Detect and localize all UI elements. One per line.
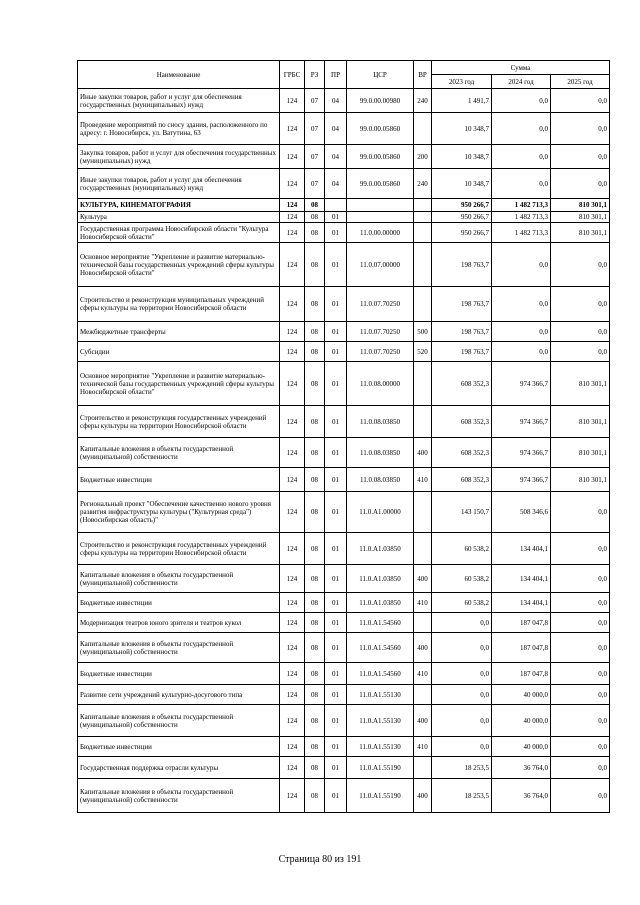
cell-rz: 08 bbox=[305, 757, 325, 779]
cell-vr: 520 bbox=[414, 342, 432, 362]
cell-csr: 11.0.07.70250 bbox=[347, 342, 414, 362]
cell-rz: 08 bbox=[305, 593, 325, 613]
cell-vr: 410 bbox=[414, 663, 432, 685]
cell-grbs: 124 bbox=[280, 685, 305, 705]
table-row bbox=[78, 685, 610, 705]
cell-2025: 0,0 bbox=[551, 533, 610, 565]
cell-rz: 08 bbox=[305, 322, 325, 342]
cell-2025: 0,0 bbox=[551, 705, 610, 737]
cell-vr bbox=[414, 223, 432, 243]
table-row bbox=[78, 633, 610, 663]
table-row bbox=[78, 705, 610, 737]
cell-grbs: 124 bbox=[280, 663, 305, 685]
cell-2024: 0,0 bbox=[492, 113, 551, 145]
cell-rz: 08 bbox=[305, 533, 325, 565]
cell-pr: 01 bbox=[325, 322, 347, 342]
cell-pr: 01 bbox=[325, 633, 347, 663]
col-header-sum: Сумма bbox=[432, 61, 610, 75]
cell-rz: 08 bbox=[305, 633, 325, 663]
cell-csr: 99.0.00.05860 bbox=[347, 113, 414, 145]
table-body bbox=[78, 89, 610, 813]
cell-2025: 0,0 bbox=[551, 633, 610, 663]
cell-name: Капитальные вложения в объекты государственной (муниципальной) собственности bbox=[78, 565, 280, 593]
col-header-rz: РЗ bbox=[305, 61, 325, 89]
cell-2024: 974 366,7 bbox=[492, 438, 551, 468]
cell-csr bbox=[347, 212, 414, 223]
cell-2025: 0,0 bbox=[551, 757, 610, 779]
table-row bbox=[78, 438, 610, 468]
cell-vr: 400 bbox=[414, 565, 432, 593]
cell-csr: 99.0.00.05860 bbox=[347, 145, 414, 169]
cell-pr: 01 bbox=[325, 406, 347, 438]
cell-pr: 01 bbox=[325, 362, 347, 406]
cell-2025: 810 301,1 bbox=[551, 199, 610, 212]
cell-csr: 11.0.A1.00000 bbox=[347, 492, 414, 533]
cell-2024: 974 366,7 bbox=[492, 406, 551, 438]
table-row bbox=[78, 663, 610, 685]
cell-pr: 04 bbox=[325, 169, 347, 199]
cell-csr: 99.0.00.05860 bbox=[347, 169, 414, 199]
cell-name: Государственная программа Новосибирской области "Культура Новосибирской области" bbox=[78, 223, 280, 243]
cell-pr: 01 bbox=[325, 705, 347, 737]
cell-csr: 11.0.07.70250 bbox=[347, 287, 414, 322]
table-row bbox=[78, 468, 610, 492]
cell-2023: 608 352,3 bbox=[432, 468, 492, 492]
cell-grbs: 124 bbox=[280, 705, 305, 737]
col-header-pr: ПР bbox=[325, 61, 347, 89]
cell-name: Бюджетные инвестиции bbox=[78, 737, 280, 757]
cell-vr: 240 bbox=[414, 169, 432, 199]
table-row bbox=[78, 757, 610, 779]
cell-2025: 0,0 bbox=[551, 685, 610, 705]
cell-grbs: 124 bbox=[280, 113, 305, 145]
cell-2023: 10 348,7 bbox=[432, 113, 492, 145]
cell-2024: 187 047,8 bbox=[492, 663, 551, 685]
table-row bbox=[78, 492, 610, 533]
cell-2025: 0,0 bbox=[551, 613, 610, 633]
cell-2024: 40 000,0 bbox=[492, 705, 551, 737]
cell-vr bbox=[414, 287, 432, 322]
table-row bbox=[78, 212, 610, 223]
cell-csr: 11.0.A1.54560 bbox=[347, 633, 414, 663]
cell-name: Государственная поддержка отрасли культуры bbox=[78, 757, 280, 779]
cell-vr: 400 bbox=[414, 705, 432, 737]
cell-pr: 01 bbox=[325, 565, 347, 593]
cell-pr: 01 bbox=[325, 779, 347, 813]
cell-rz: 07 bbox=[305, 113, 325, 145]
cell-2023: 60 538,2 bbox=[432, 533, 492, 565]
cell-grbs: 124 bbox=[280, 145, 305, 169]
cell-2023: 0,0 bbox=[432, 705, 492, 737]
cell-pr: 01 bbox=[325, 737, 347, 757]
cell-2024: 134 404,1 bbox=[492, 565, 551, 593]
budget-page bbox=[77, 60, 609, 813]
col-header-vr: ВР bbox=[414, 61, 432, 89]
cell-rz: 08 bbox=[305, 243, 325, 287]
cell-name: Капитальные вложения в объекты государственной (муниципальной) собственности bbox=[78, 633, 280, 663]
cell-2025: 0,0 bbox=[551, 89, 610, 113]
cell-pr: 01 bbox=[325, 243, 347, 287]
cell-2023: 198 763,7 bbox=[432, 287, 492, 322]
cell-2023: 10 348,7 bbox=[432, 145, 492, 169]
cell-grbs: 124 bbox=[280, 565, 305, 593]
cell-name: Капитальные вложения в объекты государственной (муниципальной) собственности bbox=[78, 438, 280, 468]
table-row bbox=[78, 322, 610, 342]
cell-2025: 810 301,1 bbox=[551, 212, 610, 223]
cell-vr bbox=[414, 757, 432, 779]
cell-rz: 08 bbox=[305, 223, 325, 243]
cell-vr bbox=[414, 362, 432, 406]
table-row bbox=[78, 342, 610, 362]
cell-csr: 11.0.A1.03850 bbox=[347, 533, 414, 565]
cell-2023: 0,0 bbox=[432, 613, 492, 633]
cell-2024: 0,0 bbox=[492, 169, 551, 199]
cell-name: Региональный проект "Обеспечение качественно нового уровня развития инфраструктуры культуры ("Культурная среда") (Новосибирская область)" bbox=[78, 492, 280, 533]
table-row bbox=[78, 779, 610, 813]
cell-name: КУЛЬТУРА, КИНЕМАТОГРАФИЯ bbox=[78, 199, 280, 212]
table-row bbox=[78, 533, 610, 565]
col-header-2024: 2024 год bbox=[492, 75, 551, 89]
cell-2024: 36 764,0 bbox=[492, 757, 551, 779]
cell-2023: 198 763,7 bbox=[432, 342, 492, 362]
cell-pr: 01 bbox=[325, 533, 347, 565]
cell-rz: 08 bbox=[305, 212, 325, 223]
cell-rz: 08 bbox=[305, 492, 325, 533]
col-header-csr: ЦСР bbox=[347, 61, 414, 89]
cell-name: Основное мероприятие "Укрепление и развитие материально-технической базы государственных учреждений сферы культуры Новосибирской области" bbox=[78, 362, 280, 406]
cell-csr: 11.0.07.70250 bbox=[347, 322, 414, 342]
cell-2025: 0,0 bbox=[551, 737, 610, 757]
cell-name: Культура bbox=[78, 212, 280, 223]
cell-2025: 810 301,1 bbox=[551, 223, 610, 243]
cell-vr bbox=[414, 685, 432, 705]
cell-rz: 07 bbox=[305, 89, 325, 113]
cell-vr: 410 bbox=[414, 468, 432, 492]
table-row bbox=[78, 737, 610, 757]
cell-2024: 1 482 713,3 bbox=[492, 199, 551, 212]
cell-csr: 11.0.08.00000 bbox=[347, 362, 414, 406]
cell-pr: 04 bbox=[325, 113, 347, 145]
cell-2023: 60 538,2 bbox=[432, 565, 492, 593]
cell-name: Проведение мероприятий по сносу здания, расположенного по адресу: г. Новосибирск, ул. Ватутина, 63 bbox=[78, 113, 280, 145]
cell-2025: 0,0 bbox=[551, 145, 610, 169]
cell-name: Иные закупки товаров, работ и услуг для обеспечения государственных (муниципальных) нужд bbox=[78, 169, 280, 199]
cell-vr bbox=[414, 492, 432, 533]
cell-grbs: 124 bbox=[280, 406, 305, 438]
cell-2024: 187 047,8 bbox=[492, 613, 551, 633]
cell-pr: 01 bbox=[325, 492, 347, 533]
cell-2024: 187 047,8 bbox=[492, 633, 551, 663]
cell-rz: 07 bbox=[305, 145, 325, 169]
cell-vr: 410 bbox=[414, 737, 432, 757]
cell-rz: 08 bbox=[305, 406, 325, 438]
cell-grbs: 124 bbox=[280, 533, 305, 565]
cell-rz: 08 bbox=[305, 468, 325, 492]
cell-grbs: 124 bbox=[280, 438, 305, 468]
cell-name: Субсидии bbox=[78, 342, 280, 362]
table-row bbox=[78, 362, 610, 406]
cell-2025: 0,0 bbox=[551, 663, 610, 685]
cell-csr: 99.0.00.00980 bbox=[347, 89, 414, 113]
cell-2025: 810 301,1 bbox=[551, 406, 610, 438]
cell-csr: 11.0.07.00000 bbox=[347, 243, 414, 287]
cell-2024: 0,0 bbox=[492, 342, 551, 362]
cell-2023: 950 266,7 bbox=[432, 223, 492, 243]
cell-2023: 1 491,7 bbox=[432, 89, 492, 113]
cell-csr: 11.0.A1.55130 bbox=[347, 685, 414, 705]
cell-2024: 0,0 bbox=[492, 145, 551, 169]
cell-name: Развитие сети учреждений культурно-досугового типа bbox=[78, 685, 280, 705]
cell-2024: 134 404,1 bbox=[492, 533, 551, 565]
cell-csr: 11.0.A1.55130 bbox=[347, 705, 414, 737]
table-row bbox=[78, 89, 610, 113]
cell-csr: 11.0.A1.54560 bbox=[347, 663, 414, 685]
cell-rz: 08 bbox=[305, 342, 325, 362]
cell-vr: 400 bbox=[414, 633, 432, 663]
cell-2025: 0,0 bbox=[551, 492, 610, 533]
cell-2023: 950 266,7 bbox=[432, 212, 492, 223]
cell-2024: 0,0 bbox=[492, 322, 551, 342]
cell-grbs: 124 bbox=[280, 223, 305, 243]
cell-2023: 10 348,7 bbox=[432, 169, 492, 199]
table-row bbox=[78, 243, 610, 287]
cell-2025: 0,0 bbox=[551, 287, 610, 322]
table-row bbox=[78, 613, 610, 633]
cell-pr: 01 bbox=[325, 223, 347, 243]
cell-2024: 974 366,7 bbox=[492, 468, 551, 492]
cell-vr bbox=[414, 406, 432, 438]
cell-2024: 974 366,7 bbox=[492, 362, 551, 406]
cell-grbs: 124 bbox=[280, 593, 305, 613]
cell-2025: 0,0 bbox=[551, 322, 610, 342]
cell-2023: 0,0 bbox=[432, 663, 492, 685]
cell-grbs: 124 bbox=[280, 287, 305, 322]
cell-grbs: 124 bbox=[280, 757, 305, 779]
cell-vr: 410 bbox=[414, 593, 432, 613]
cell-vr: 200 bbox=[414, 145, 432, 169]
cell-grbs: 124 bbox=[280, 322, 305, 342]
cell-2025: 0,0 bbox=[551, 113, 610, 145]
cell-pr: 04 bbox=[325, 89, 347, 113]
cell-pr: 01 bbox=[325, 287, 347, 322]
cell-vr bbox=[414, 613, 432, 633]
cell-pr: 01 bbox=[325, 663, 347, 685]
cell-csr: 11.0.A1.03850 bbox=[347, 593, 414, 613]
cell-rz: 08 bbox=[305, 705, 325, 737]
cell-2025: 0,0 bbox=[551, 169, 610, 199]
budget-table bbox=[77, 60, 610, 813]
table-row bbox=[78, 406, 610, 438]
cell-csr: 11.0.A1.03850 bbox=[347, 565, 414, 593]
cell-csr: 11.0.00.00000 bbox=[347, 223, 414, 243]
cell-pr: 01 bbox=[325, 757, 347, 779]
cell-grbs: 124 bbox=[280, 779, 305, 813]
cell-csr: 11.0.A1.54560 bbox=[347, 613, 414, 633]
cell-rz: 08 bbox=[305, 663, 325, 685]
cell-vr: 400 bbox=[414, 779, 432, 813]
cell-rz: 08 bbox=[305, 287, 325, 322]
cell-2024: 508 346,6 bbox=[492, 492, 551, 533]
cell-2024: 0,0 bbox=[492, 243, 551, 287]
cell-2024: 1 482 713,3 bbox=[492, 212, 551, 223]
cell-grbs: 124 bbox=[280, 468, 305, 492]
cell-grbs: 124 bbox=[280, 633, 305, 663]
cell-grbs: 124 bbox=[280, 199, 305, 212]
cell-rz: 08 bbox=[305, 685, 325, 705]
cell-2025: 0,0 bbox=[551, 342, 610, 362]
cell-2024: 0,0 bbox=[492, 89, 551, 113]
cell-2024: 40 000,0 bbox=[492, 685, 551, 705]
cell-rz: 08 bbox=[305, 613, 325, 633]
cell-pr bbox=[325, 199, 347, 212]
cell-grbs: 124 bbox=[280, 342, 305, 362]
cell-rz: 08 bbox=[305, 199, 325, 212]
cell-2023: 608 352,3 bbox=[432, 438, 492, 468]
cell-name: Модернизация театров юного зрителя и театров кукол bbox=[78, 613, 280, 633]
col-header-grbs: ГРБС bbox=[280, 61, 305, 89]
cell-2023: 198 763,7 bbox=[432, 322, 492, 342]
cell-2023: 18 253,5 bbox=[432, 757, 492, 779]
cell-vr bbox=[414, 243, 432, 287]
cell-grbs: 124 bbox=[280, 492, 305, 533]
cell-csr: 11.0.A1.55190 bbox=[347, 757, 414, 779]
cell-name: Строительство и реконструкция государственных учреждений сферы культуры на территории Новосибирской области bbox=[78, 406, 280, 438]
cell-name: Капитальные вложения в объекты государственной (муниципальной) собственности bbox=[78, 705, 280, 737]
cell-name: Строительство и реконструкция государственных учреждений сферы культуры на территории Новосибирской области bbox=[78, 533, 280, 565]
table-row bbox=[78, 199, 610, 212]
cell-name: Бюджетные инвестиции bbox=[78, 663, 280, 685]
cell-2024: 36 764,0 bbox=[492, 779, 551, 813]
cell-2023: 0,0 bbox=[432, 633, 492, 663]
cell-2023: 0,0 bbox=[432, 685, 492, 705]
table-row bbox=[78, 593, 610, 613]
cell-grbs: 124 bbox=[280, 362, 305, 406]
cell-2024: 40 000,0 bbox=[492, 737, 551, 757]
cell-rz: 08 bbox=[305, 737, 325, 757]
cell-2023: 608 352,3 bbox=[432, 406, 492, 438]
cell-2025: 0,0 bbox=[551, 565, 610, 593]
table-row bbox=[78, 565, 610, 593]
cell-2024: 134 404,1 bbox=[492, 593, 551, 613]
cell-vr bbox=[414, 199, 432, 212]
cell-2024: 0,0 bbox=[492, 287, 551, 322]
cell-pr: 01 bbox=[325, 342, 347, 362]
cell-csr: 11.0.08.03850 bbox=[347, 438, 414, 468]
cell-pr: 01 bbox=[325, 468, 347, 492]
col-header-2023: 2023 год bbox=[432, 75, 492, 89]
cell-name: Бюджетные инвестиции bbox=[78, 593, 280, 613]
cell-rz: 08 bbox=[305, 779, 325, 813]
cell-rz: 07 bbox=[305, 169, 325, 199]
cell-vr: 240 bbox=[414, 89, 432, 113]
page-number: Страница 80 из 191 bbox=[278, 854, 362, 865]
cell-grbs: 124 bbox=[280, 243, 305, 287]
table-row bbox=[78, 223, 610, 243]
cell-vr: 400 bbox=[414, 438, 432, 468]
cell-2023: 18 253,5 bbox=[432, 779, 492, 813]
table-row bbox=[78, 113, 610, 145]
cell-2023: 198 763,7 bbox=[432, 243, 492, 287]
cell-pr: 01 bbox=[325, 438, 347, 468]
cell-csr: 11.0.08.03850 bbox=[347, 468, 414, 492]
cell-2025: 0,0 bbox=[551, 243, 610, 287]
cell-vr bbox=[414, 113, 432, 145]
cell-2025: 810 301,1 bbox=[551, 362, 610, 406]
cell-2023: 143 150,7 bbox=[432, 492, 492, 533]
cell-name: Основное мероприятие "Укрепление и развитие материально-технической базы государственных учреждений сферы культуры Новосибирской области" bbox=[78, 243, 280, 287]
cell-2023: 60 538,2 bbox=[432, 593, 492, 613]
table-row bbox=[78, 145, 610, 169]
cell-2025: 0,0 bbox=[551, 779, 610, 813]
cell-2023: 0,0 bbox=[432, 737, 492, 757]
cell-2025: 0,0 bbox=[551, 593, 610, 613]
cell-name: Бюджетные инвестиции bbox=[78, 468, 280, 492]
cell-csr bbox=[347, 199, 414, 212]
cell-rz: 08 bbox=[305, 565, 325, 593]
cell-csr: 11.0.08.03850 bbox=[347, 406, 414, 438]
cell-2023: 608 352,3 bbox=[432, 362, 492, 406]
cell-csr: 11.0.A1.55130 bbox=[347, 737, 414, 757]
cell-rz: 08 bbox=[305, 438, 325, 468]
cell-pr: 01 bbox=[325, 212, 347, 223]
cell-csr: 11.0.A1.55190 bbox=[347, 779, 414, 813]
cell-name: Строительство и реконструкция муниципальных учреждений сферы культуры на территории Новосибирской области bbox=[78, 287, 280, 322]
cell-grbs: 124 bbox=[280, 737, 305, 757]
cell-grbs: 124 bbox=[280, 212, 305, 223]
table-row bbox=[78, 287, 610, 322]
col-header-name: Наименование bbox=[78, 61, 280, 89]
cell-pr: 01 bbox=[325, 613, 347, 633]
cell-name: Капитальные вложения в объекты государственной (муниципальной) собственности bbox=[78, 779, 280, 813]
cell-vr bbox=[414, 533, 432, 565]
cell-grbs: 124 bbox=[280, 89, 305, 113]
cell-pr: 04 bbox=[325, 145, 347, 169]
cell-vr: 500 bbox=[414, 322, 432, 342]
cell-name: Межбюджетные трансферты bbox=[78, 322, 280, 342]
cell-vr bbox=[414, 212, 432, 223]
cell-name: Иные закупки товаров, работ и услуг для обеспечения государственных (муниципальных) нужд bbox=[78, 89, 280, 113]
cell-rz: 08 bbox=[305, 362, 325, 406]
col-header-2025: 2025 год bbox=[551, 75, 610, 89]
cell-grbs: 124 bbox=[280, 613, 305, 633]
cell-2024: 1 482 713,3 bbox=[492, 223, 551, 243]
cell-2023: 950 266,7 bbox=[432, 199, 492, 212]
cell-pr: 01 bbox=[325, 593, 347, 613]
cell-grbs: 124 bbox=[280, 169, 305, 199]
cell-name: Закупка товаров, работ и услуг для обеспечения государственных (муниципальных) нужд bbox=[78, 145, 280, 169]
cell-2025: 810 301,1 bbox=[551, 438, 610, 468]
cell-pr: 01 bbox=[325, 685, 347, 705]
table-row bbox=[78, 169, 610, 199]
cell-2025: 810 301,1 bbox=[551, 468, 610, 492]
